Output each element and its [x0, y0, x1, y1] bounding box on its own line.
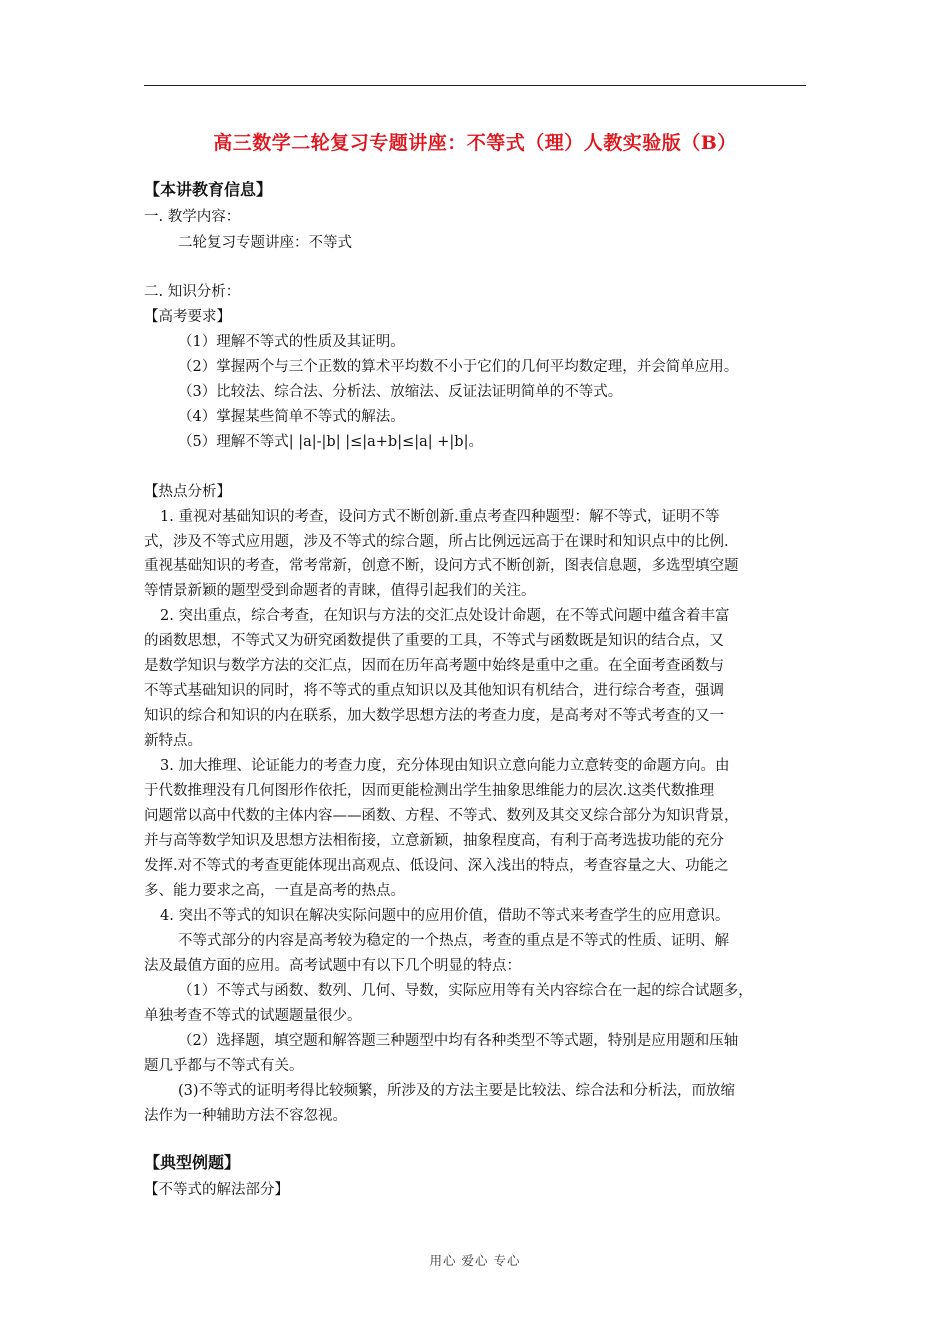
section-info-heading: 【本讲教育信息】: [144, 180, 273, 199]
paragraph-line: 1. 重视对基础知识的考查，设问方式不断创新.重点考查四种题型：解不等式，证明不等: [160, 509, 720, 525]
content-heading: 一. 教学内容：: [144, 209, 241, 225]
paragraph-line: 不等式部分的内容是高考较为稳定的一个热点，考查的重点是不等式的性质、证明、解: [178, 933, 729, 949]
requirement-item: （2）掌握两个与三个正数的算术平均数不小于它们的几何平均数定理，并会简单应用。: [178, 359, 739, 375]
paragraph-line: 新特点。: [144, 733, 202, 749]
paragraph-line: (3)不等式的证明考得比较频繁，所涉及的方法主要是比较法、综合法和分析法，而放缩: [178, 1083, 736, 1099]
requirement-item: （1）理解不等式的性质及其证明。: [178, 334, 405, 350]
paragraph-line: 题几乎都与不等式有关。: [144, 1058, 304, 1074]
requirement-item: （5）理解不等式| |a|-|b| |≤|a+b|≤|a| +|b|。: [178, 434, 483, 450]
paragraph-line: 式，涉及不等式应用题，涉及不等式的综合题，所占比例远远高于在课时和知识点中的比例.: [144, 534, 729, 550]
paragraph-line: 于代数推理没有几何图形作依托，因而更能检测出学生抽象思维能力的层次.这类代数推理: [144, 783, 715, 799]
examples-heading: 【典型例题】: [144, 1153, 241, 1172]
header-rule: [144, 85, 806, 86]
content-text: 二轮复习专题讲座：不等式: [178, 235, 352, 251]
requirement-item: （4）掌握某些简单不等式的解法。: [178, 409, 405, 425]
paragraph-line: （1）不等式与函数、数列、几何、导数，实际应用等有关内容综合在一起的综合试题多，: [178, 983, 753, 999]
paragraph-line: 不等式基础知识的同时，将不等式的重点知识以及其他知识有机结合，进行综合考查，强调: [144, 683, 724, 699]
paragraph-line: 的函数思想，不等式又为研究函数提供了重要的工具，不等式与函数既是知识的结合点，又: [144, 633, 724, 649]
paragraph-line: 问题常以高中代数的主体内容——函数、方程、不等式、数列及其交叉综合部分为知识背景，: [144, 808, 739, 824]
paragraph-line: 发挥.对不等式的考查更能体现出高观点、低设问、深入浅出的特点，考查容量之大、功能之: [144, 858, 729, 874]
paragraph-line: 法作为一种辅助方法不容忽视。: [144, 1108, 347, 1124]
paragraph-line: 多、能力要求之高，一直是高考的热点。: [144, 883, 405, 899]
paragraph-line: 2. 突出重点，综合考查，在知识与方法的交汇点处设计命题，在不等式问题中蕴含着丰富: [160, 608, 730, 624]
paragraph-line: 等情景新颖的题型受到命题者的青睐，值得引起我们的关注。: [144, 583, 536, 599]
paragraph-line: 是数学知识与数学方法的交汇点，因而在历年高考题中始终是重中之重。在全面考查函数与: [144, 658, 724, 674]
paragraph-line: 单独考查不等式的试题题量很少。: [144, 1008, 362, 1024]
requirement-item: （3）比较法、综合法、分析法、放缩法、反证法证明简单的不等式。: [178, 384, 623, 400]
paragraph-line: 重视基础知识的考查，常考常新，创意不断，设问方式不断创新，图表信息题，多选型填空题: [144, 558, 739, 574]
paragraph-line: 并与高等数学知识及思想方法相衔接，立意新颖，抽象程度高，有利于高考选拔功能的充分: [144, 833, 724, 849]
paragraph-line: 知识的综合和知识的内在联系，加大数学思想方法的考查力度，是高考对不等式考查的又一: [144, 708, 724, 724]
requirements-heading: 【高考要求】: [144, 309, 231, 325]
paragraph-line: 3. 加大推理、论证能力的考查力度，充分体现由知识立意向能力立意转变的命题方向。由: [160, 758, 730, 774]
paragraph-line: 法及最值方面的应用。高考试题中有以下几个明显的特点：: [144, 958, 521, 974]
examples-subheading: 【不等式的解法部分】: [144, 1182, 289, 1198]
analysis-heading: 二. 知识分析：: [144, 284, 241, 300]
page-footer: 用心 爱心 专心: [429, 1253, 521, 1268]
hotspot-heading: 【热点分析】: [144, 484, 231, 500]
paragraph-line: （2）选择题，填空题和解答题三种题型中均有各种类型不等式题，特别是应用题和压轴: [178, 1033, 739, 1049]
page-title: 高三数学二轮复习专题讲座：不等式（理）人教实验版（B）: [213, 132, 737, 154]
paragraph-line: 4. 突出不等式的知识在解决实际问题中的应用价值，借助不等式来考查学生的应用意识。: [160, 908, 730, 924]
